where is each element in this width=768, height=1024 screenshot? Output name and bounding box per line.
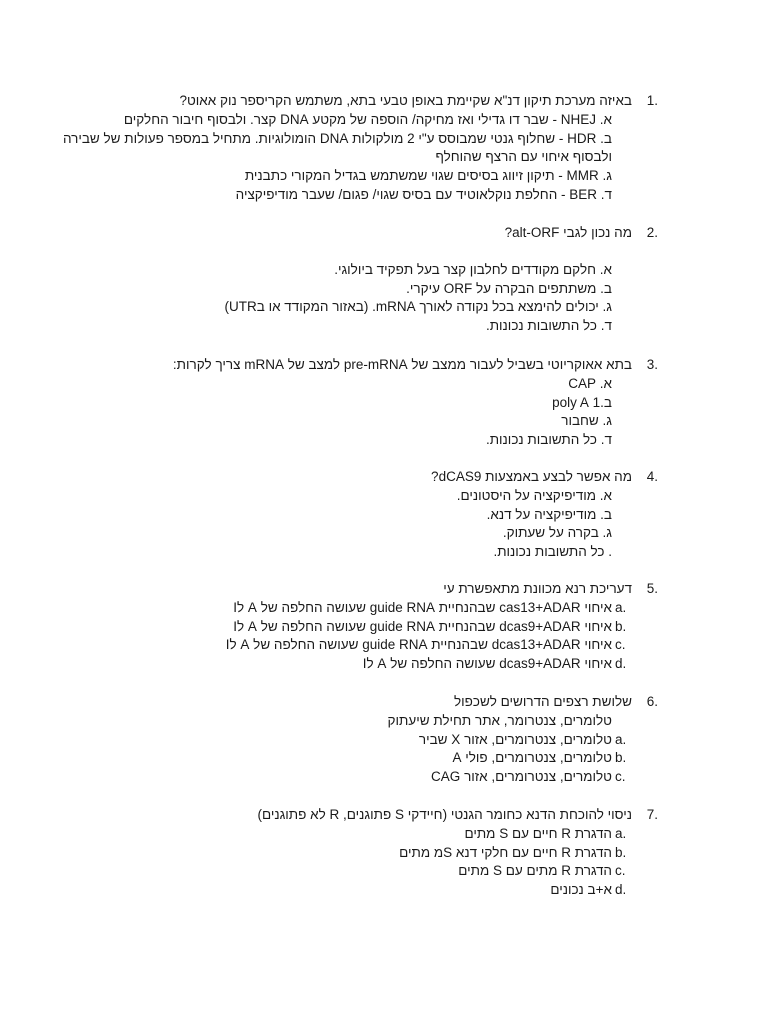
answer-option: א. NHEJ - שבר דו גדילי ואז מחיקה/ הוספה של מקטע DNA קצר. ולבסוף חיבור החלקים [123,111,612,127]
answer-option [90,768,658,787]
question-4 [90,468,658,562]
answer-option [90,618,658,637]
question-6-line [90,693,658,712]
answer-option: ד. כל התשובות נכונות. [485,432,612,448]
option-text: טלומרים, צנטרומרים, אזור X שביר [418,731,612,747]
question-5-line [90,580,658,599]
option-text: איחוי dcas13+ADAR שבהנחיית guide RNA שעושה החלפה של A לI [225,637,612,653]
answer-option [90,636,658,655]
answer-option [90,749,658,768]
question-2-line [90,224,658,243]
question-3-line [90,356,658,375]
answer-option [90,825,658,844]
answer-option: ד. BER - החלפת נוקלאוטיד עם בסיס שגוי/ פגום/ שעבר מודיפיקציה [235,186,612,202]
answer-option: ב. מודיפיקציה על דנא. [486,506,612,522]
option-marker: a. [615,731,627,747]
answer-option [90,655,658,674]
answer-option [90,844,658,863]
option-marker: c. [615,769,626,785]
option-text: איחוי dcas9+ADAR שעושה החלפה של A לI [362,656,612,672]
option-text: הדגרת R מתים עם S מתים [458,863,612,879]
question-4-line [90,468,658,487]
answer-option: ב. משתתפים הבקרה על ORF עיקרי. [406,280,612,296]
question-text: מה אפשר לבצע באמצעות dCAS9? [431,469,632,484]
option-text: הדגרת R חיים עם S מתים [464,825,612,841]
question-6 [90,693,658,787]
answer-option [90,599,658,618]
answer-option [90,881,658,900]
question-text: שלושת רצפים הדרושים לשכפול [454,694,632,709]
question-text: דעריכת רנא מכוונת מתאפשרת עי [443,581,632,596]
answer-option: א. חלקם מקודדים לחלבון קצר בעל תפקיד ביולוגי. [334,261,612,277]
answer-option [90,862,658,881]
question-number: 2. [646,225,658,240]
answer-option: . כל התשובות נכונות. [493,544,612,560]
answer-option: ב.1 poly A [552,394,612,410]
question-3 [90,356,658,450]
option-marker: b. [615,844,627,860]
question-number: 6. [646,694,658,709]
answer-option: ג. יכולים להימצא בכל נקודה לאורך mRNA. (באזור המקודד או בUTR) [224,299,612,315]
question-text: בתא אאוקריוטי בשביל לעבור ממצב של pre-mRNA למצב של mRNA צריך לקרות: [172,357,632,372]
option-text: איחוי cas13+ADAR שבהנחיית guide RNA שעושה החלפה של A לI [233,599,612,615]
question-7 [90,806,658,900]
answer-option: א. מודיפיקציה על היסטונים. [456,487,612,503]
question-text: באיזה מערכת תיקון דנ"א שקיימת באופן טבעי בתא, משתמש הקריספר נוק אאוט? [179,93,632,108]
answer-option: ד. כל התשובות נכונות. [485,318,612,334]
question-2 [90,224,658,336]
answer-option: ג. שחבור [561,413,612,429]
question-text: מה נכון לגבי alt-ORF? [504,225,632,240]
answer-option: ג. MMR - תיקון זיווג בסיסים שגוי שמשתמש בגדיל המקורי כתבנית [244,168,612,184]
question-text: ניסוי להוכחת הדנא כחומר הגנטי (חיידקי S פתוגנים, R לא פתוגנים) [257,807,632,822]
option-marker: a. [615,599,627,615]
option-text: טלומרים, צנטרומרים, פולי A [452,750,612,766]
option-text: טלומרים, צנטרומר, אתר תחילת שיעתוק [387,712,612,728]
question-1-line [90,92,658,111]
answer-option: ג. בקרה על שעתוק. [502,525,612,541]
question-number: 3. [646,357,658,372]
question-number: 1. [646,93,658,108]
option-marker: a. [615,825,627,841]
answer-option-continuation: ולבסוף איחוי עם הרצף שהוחלף [435,149,612,165]
question-1 [62,92,658,205]
question-number: 7. [646,807,658,822]
option-marker: d. [615,882,627,898]
option-text: א+ב נכונים [550,882,612,898]
option-marker: b. [615,750,627,766]
question-number: 4. [646,469,658,484]
option-marker: c. [615,637,626,653]
option-marker: b. [615,618,627,634]
question-number: 5. [646,581,658,596]
answer-option: א. CAP [568,375,612,391]
question-7-line [90,806,658,825]
option-text: הדגרת R חיים עם חלקי דנא Sמ מתים [399,844,612,860]
option-text: איחוי dcas9+ADAR שבהנחיית guide RNA שעושה החלפה של A לI [233,618,612,634]
answer-option [90,731,658,750]
option-marker: c. [615,863,626,879]
option-marker: d. [615,656,627,672]
option-text: טלומרים, צנטרומרים, אזור CAG [431,769,612,785]
answer-option [90,712,658,731]
answer-option: ב. HDR - שחלוף גנטי שמבוסס ע"י 2 מולקולות DNA הומולוגיות. מתחיל במספר פעולות של שבירה [62,130,612,146]
question-5 [90,580,658,674]
